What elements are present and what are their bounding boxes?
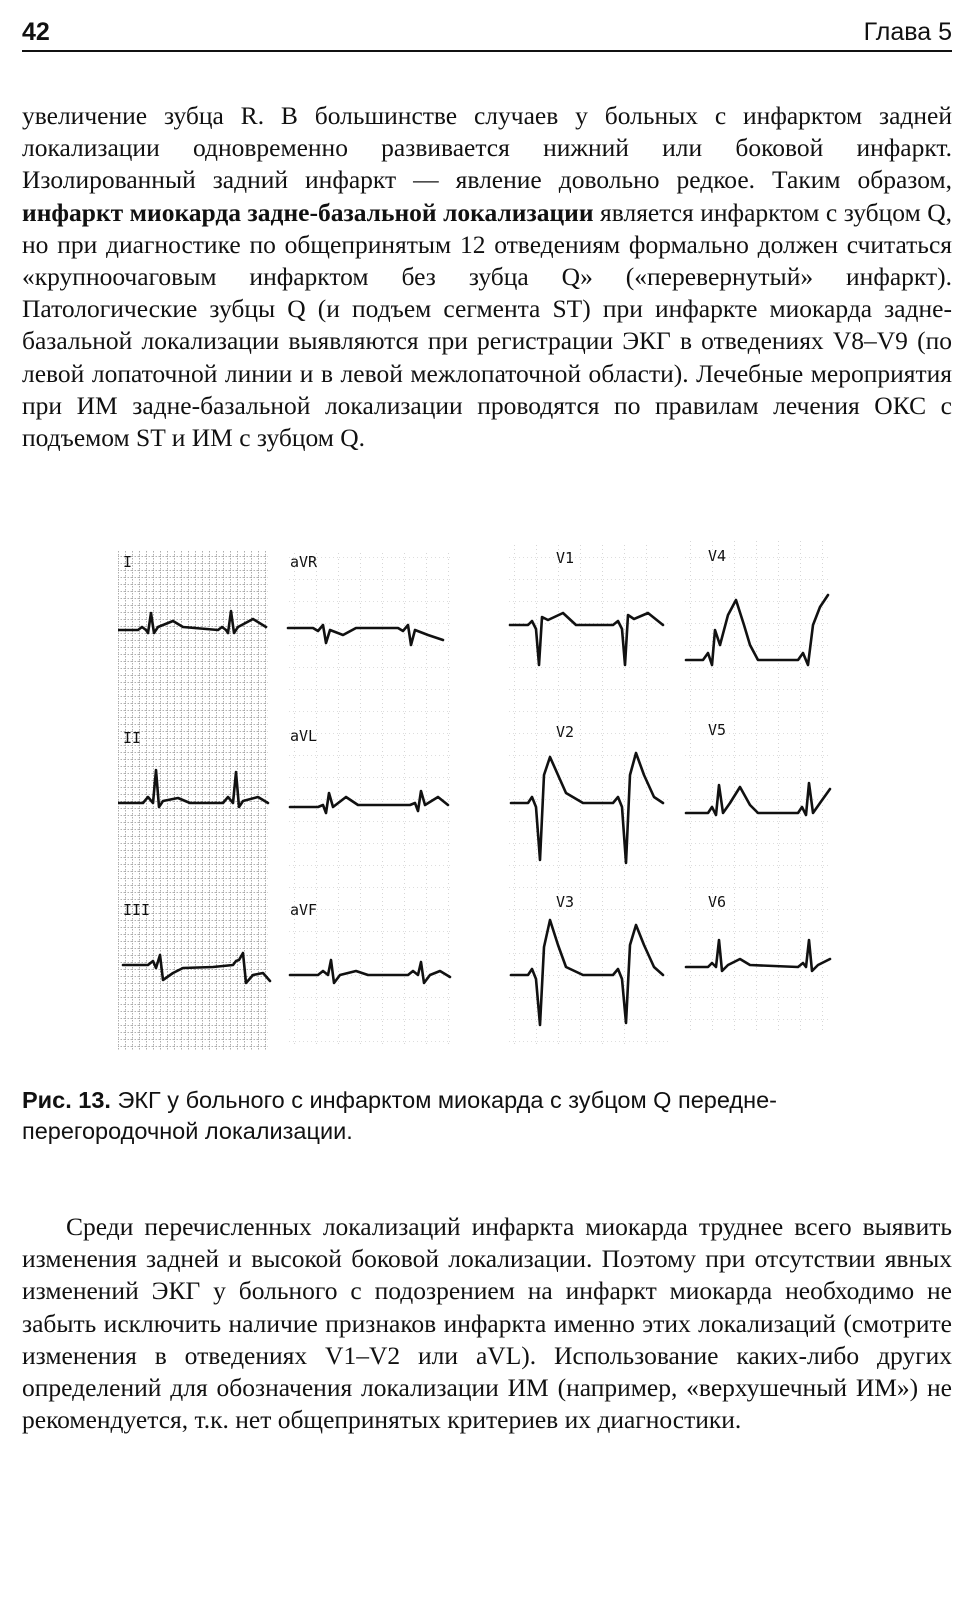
lead-label-iii: III (123, 901, 151, 919)
page-number: 42 (22, 18, 50, 46)
lead-label-avf: aVF (290, 901, 318, 919)
lead-label-ii: II (123, 729, 142, 747)
lead-label-v1: V1 (556, 549, 575, 567)
lead-label-v2: V2 (556, 723, 575, 741)
ecg-figure (118, 535, 838, 1055)
chapter-title: Глава 5 (863, 18, 952, 46)
figure-caption (22, 1085, 952, 1147)
augmented-leads-grid (286, 550, 451, 1045)
ecg-image (118, 535, 838, 1055)
lead-label-i: I (123, 553, 133, 571)
paragraph-1-bold: инфаркт миокарда задне-базальной локализации (22, 197, 594, 227)
lead-label-avl: aVL (290, 727, 318, 745)
lead-label-v4: V4 (708, 547, 727, 565)
paragraph-2: Среди перечисленных локализаций инфаркта миокарда труднее всего выявить изменения задней и высокой боковой локализации. Поэтому при отсутствии явных изменений ЭКГ у больного с подозрением на инфаркт миокарда необходимо не забыть исключить наличие признаков инфаркта именно этих локализаций (смотрите изменения в отведениях V1–V2 или aVL). Использование каких-либо других определений для обозначения локализации ИМ (например, «верхушечный ИМ») не рекомендуется, т.к. нет общепринятых критериев их диагностики. (22, 1212, 952, 1435)
lead-label-v3: V3 (556, 893, 575, 911)
caption-label: Рис. 13. (22, 1087, 111, 1113)
paragraph-1-text-a: увеличение зубца R. В большинстве случаев у больных с инфарктом задней локализации одновременно развивается нижний или боковой инфаркт. Изолированный задний инфаркт — явление довольно редкое. Таким образом, (22, 101, 952, 195)
paragraph-1 (22, 100, 952, 454)
lead-label-v6: V6 (708, 893, 727, 911)
caption-text: ЭКГ у больного с инфарктом миокарда с зубцом Q передне-перегородочной локализации. (22, 1087, 777, 1144)
lead-label-avr: aVR (290, 553, 318, 571)
lead-label-v5: V5 (708, 721, 727, 739)
paragraph-1-text-b: является инфарктом с зубцом Q, но при диагностике по общепринятым 12 отведениям формально должен считаться «крупноочаговым инфарктом без зубца Q» («перевернутый» инфаркт). Патологические зубцы Q (и подъем сегмента ST) при инфаркте миокарда задне-базальной локализации выявляются при регистрации ЭКГ в отведениях V8–V9 (по левой лопаточной линии и в левой межлопаточной области). Лечебные мероприятия при ИМ задне-базальной локализации проводятся по правилам лечения ОКС с подъемом ST и ИМ с зубцом Q. (22, 197, 953, 453)
page-header (22, 14, 952, 52)
